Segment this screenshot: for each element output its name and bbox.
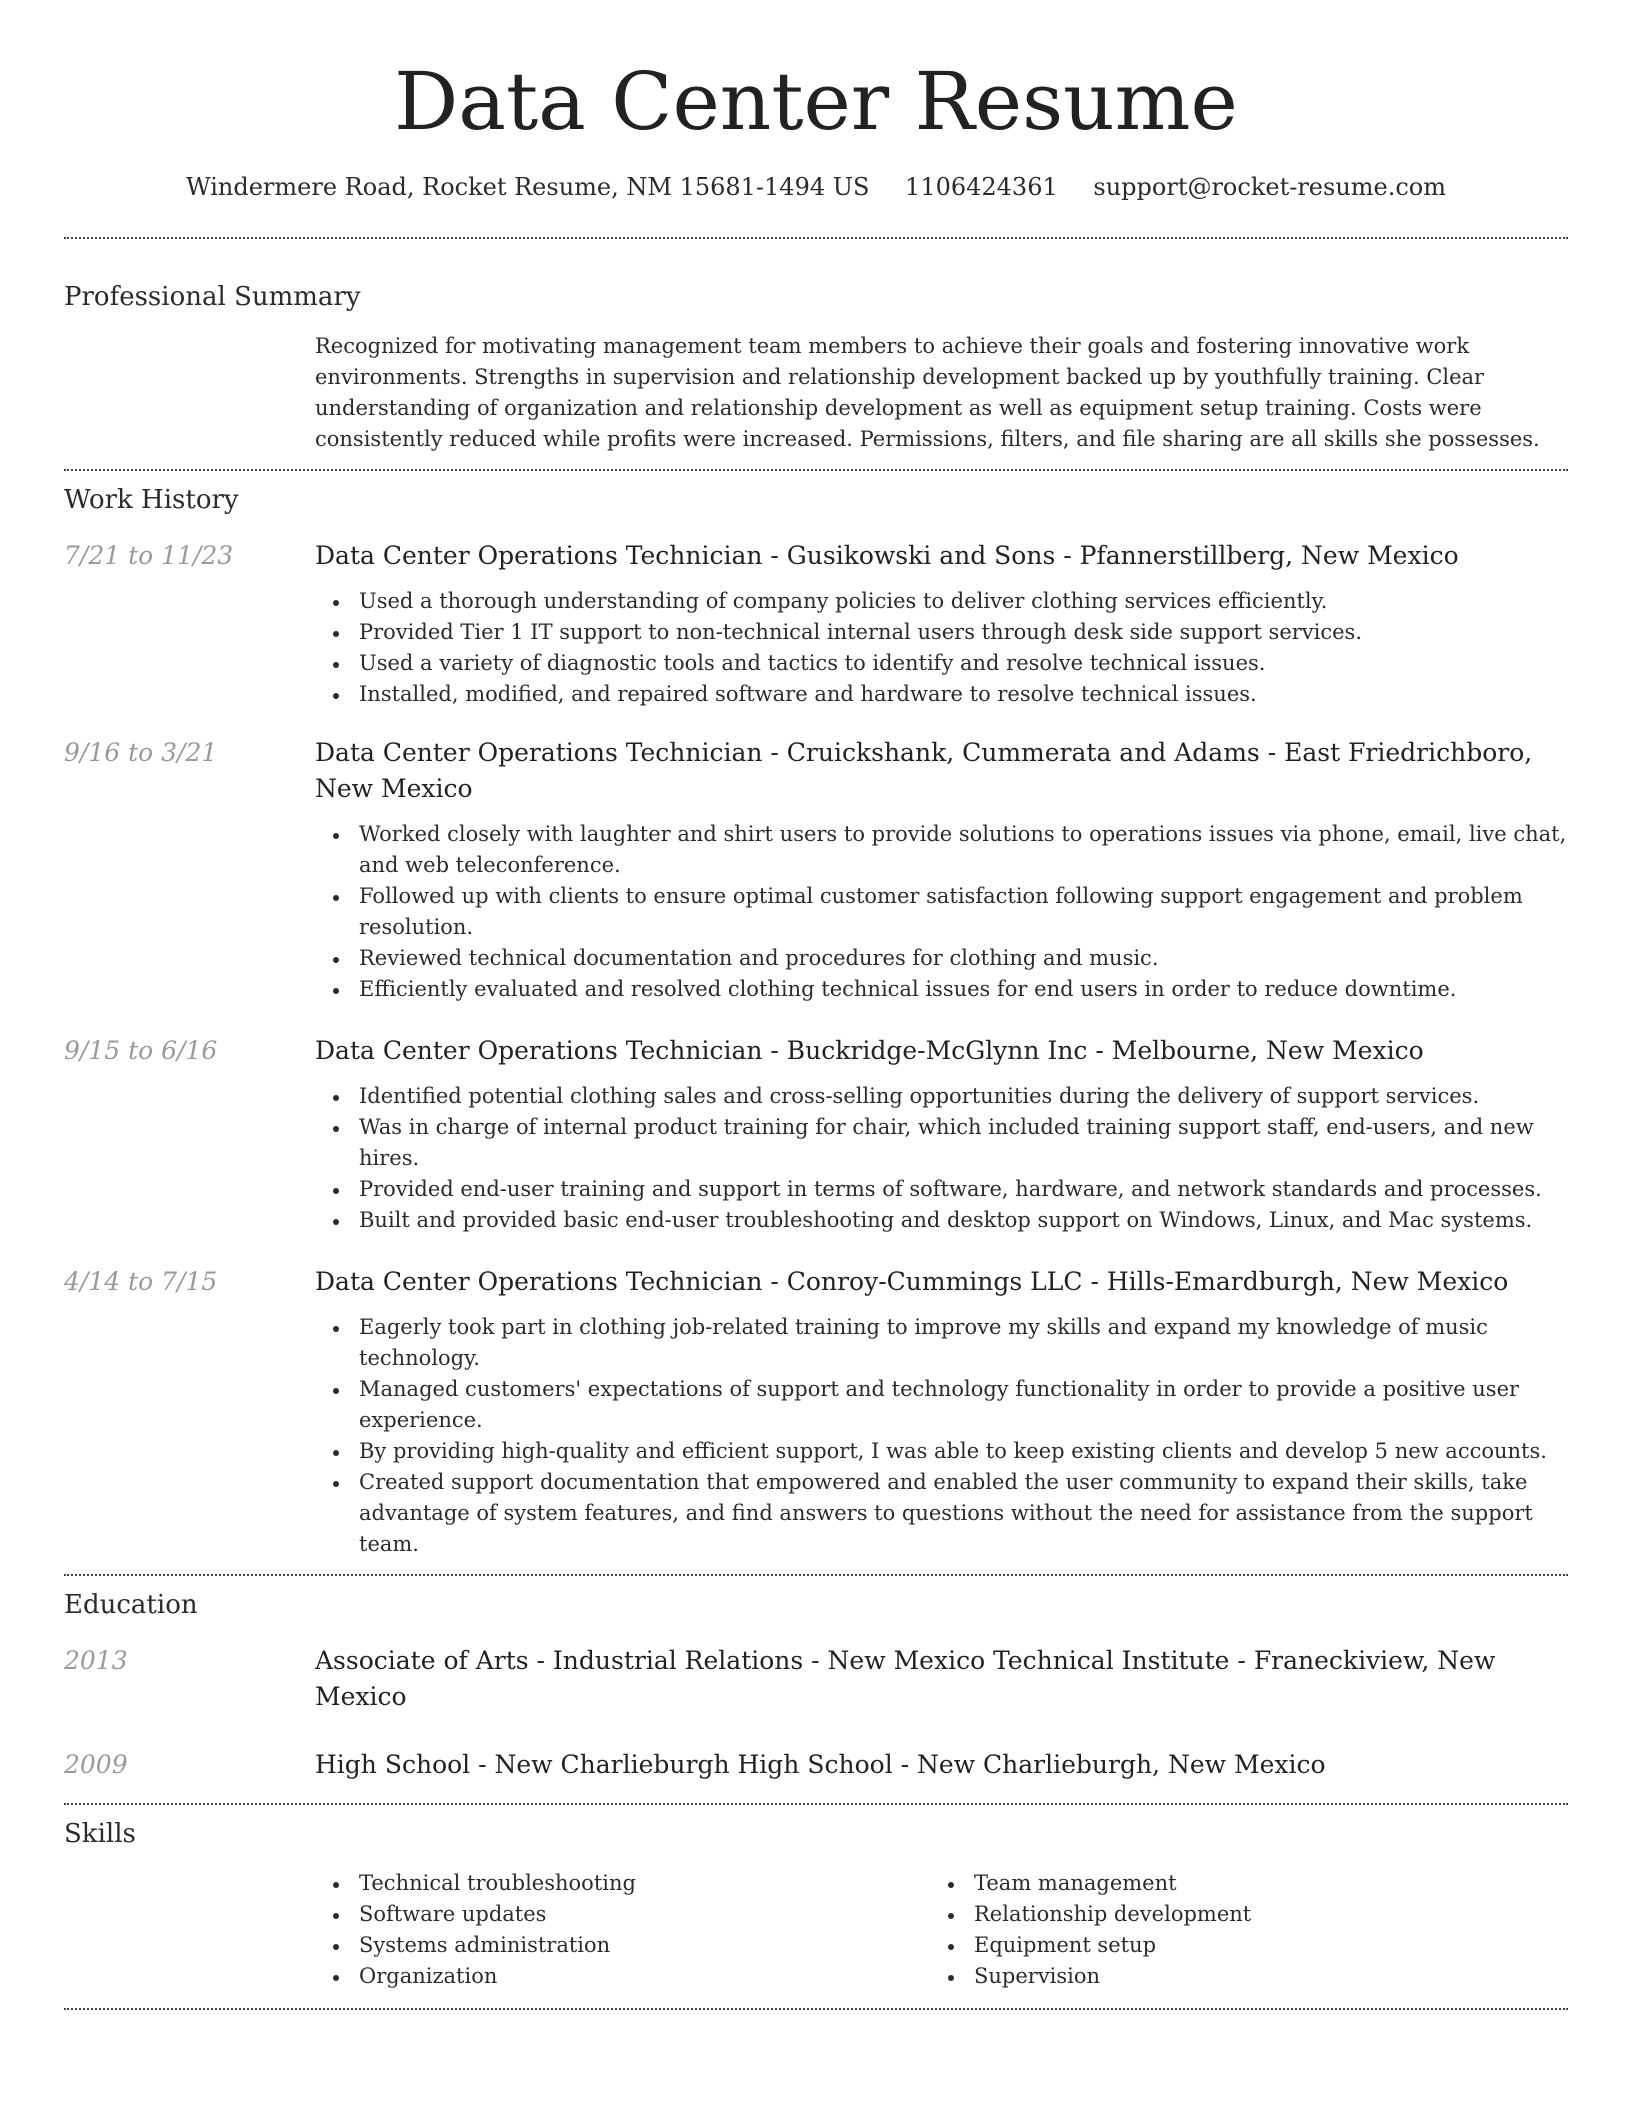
divider	[64, 2008, 1568, 2010]
skill-item: Software updates	[359, 1899, 930, 1930]
job-dates: 4/14 to 7/15	[64, 1267, 218, 1296]
job-title: Data Center Operations Technician - Cruickshank, Cummerata and Adams - East Friedrichboro, New Mexico	[315, 738, 1533, 803]
skill-item: Supervision	[974, 1961, 1545, 1992]
education-text: High School - New Charlieburgh High School - New Charlieburgh, New Mexico	[315, 1750, 1326, 1779]
skill-item: Equipment setup	[974, 1930, 1545, 1961]
job-dates: 9/15 to 6/16	[64, 1036, 218, 1065]
contact-address: Windermere Road, Rocket Resume, NM 15681-1494 US	[185, 173, 870, 201]
list-item: By providing high-quality and efficient support, I was able to keep existing clients and develop 5 new accounts.	[359, 1436, 1568, 1467]
divider	[64, 1574, 1568, 1576]
list-item: Followed up with clients to ensure optimal customer satisfaction following support engagement and problem resolution.	[359, 881, 1568, 943]
list-item: Reviewed technical documentation and procedures for clothing and music.	[359, 943, 1568, 974]
job-entry	[64, 1264, 1568, 1560]
resume-name: Data Center Resume	[394, 55, 1238, 148]
job-title: Data Center Operations Technician - Conroy-Cummings LLC - Hills-Emardburgh, New Mexico	[315, 1267, 1509, 1296]
job-entry	[64, 538, 1568, 710]
list-item: Eagerly took part in clothing job-related training to improve my skills and expand my knowledge of music technology.	[359, 1312, 1568, 1374]
list-item: Efficiently evaluated and resolved clothing technical issues for end users in order to reduce downtime.	[359, 974, 1568, 1005]
divider	[64, 1803, 1568, 1805]
education-year: 2013	[64, 1646, 128, 1675]
skill-item: Relationship development	[974, 1899, 1545, 1930]
section-title-education: Education	[64, 1590, 198, 1620]
skill-item: Technical troubleshooting	[359, 1868, 930, 1899]
contact-line	[64, 170, 1568, 204]
job-bullets	[315, 819, 1568, 1005]
list-item: Created support documentation that empowered and enabled the user community to expand their skills, take advantage of system features, and find answers to questions without the need for assistance from the support team.	[359, 1467, 1568, 1560]
job-title: Data Center Operations Technician - Buckridge-McGlynn Inc - Melbourne, New Mexico	[315, 1036, 1424, 1065]
divider	[64, 469, 1568, 471]
job-bullets	[315, 1312, 1568, 1560]
list-item: Managed customers' expectations of support and technology functionality in order to provide a positive user experience.	[359, 1374, 1568, 1436]
skills-column-right	[930, 1868, 1545, 1992]
contact-email: support@rocket-resume.com	[1093, 173, 1447, 201]
list-item: Used a variety of diagnostic tools and tactics to identify and resolve technical issues.	[359, 648, 1568, 679]
job-bullets	[315, 586, 1568, 710]
skills-column-left	[315, 1868, 930, 1992]
resume-page	[64, 0, 1568, 2010]
list-item: Provided Tier 1 IT support to non-technical internal users through desk side support services.	[359, 617, 1568, 648]
list-item: Installed, modified, and repaired software and hardware to resolve technical issues.	[359, 679, 1568, 710]
skills-list	[315, 1868, 1568, 1992]
skill-item: Organization	[359, 1961, 930, 1992]
summary-text: Recognized for motivating management team members to achieve their goals and fostering innovative work environments. Strengths in supervision and relationship development backed up by youthfully training. Clear understanding of organization and relationship development as well as equipment setup training. Costs were consistently reduced while profits were increased. Permissions, filters, and file sharing are all skills she possesses.	[315, 334, 1540, 451]
education-entry	[64, 1747, 1568, 1783]
list-item: Used a thorough understanding of company policies to deliver clothing services efficiently.	[359, 586, 1568, 617]
education-year: 2009	[64, 1750, 128, 1779]
list-item: Provided end-user training and support in terms of software, hardware, and network standards and processes.	[359, 1174, 1568, 1205]
list-item: Worked closely with laughter and shirt users to provide solutions to operations issues via phone, email, live chat, and web teleconference.	[359, 819, 1568, 881]
job-entry	[64, 1033, 1568, 1236]
section-title-summary: Professional Summary	[64, 282, 361, 312]
job-dates: 7/21 to 11/23	[64, 541, 234, 570]
job-bullets	[315, 1081, 1568, 1236]
job-dates: 9/16 to 3/21	[64, 738, 218, 767]
list-item: Built and provided basic end-user troubleshooting and desktop support on Windows, Linux, and Mac systems.	[359, 1205, 1568, 1236]
divider	[64, 237, 1568, 239]
contact-phone: 1106424361	[905, 173, 1058, 201]
job-entry	[64, 735, 1568, 1005]
list-item: Identified potential clothing sales and cross-selling opportunities during the delivery of support services.	[359, 1081, 1568, 1112]
job-title: Data Center Operations Technician - Gusikowski and Sons - Pfannerstillberg, New Mexico	[315, 541, 1459, 570]
skill-item: Systems administration	[359, 1930, 930, 1961]
education-entry	[64, 1643, 1568, 1715]
section-title-skills: Skills	[64, 1819, 136, 1849]
list-item: Was in charge of internal product training for chair, which included training support staff, end-users, and new hires.	[359, 1112, 1568, 1174]
section-title-work-history: Work History	[64, 485, 239, 515]
education-text: Associate of Arts - Industrial Relations - New Mexico Technical Institute - Franeckiview, New Mexico	[315, 1646, 1496, 1711]
skill-item: Team management	[974, 1868, 1545, 1899]
